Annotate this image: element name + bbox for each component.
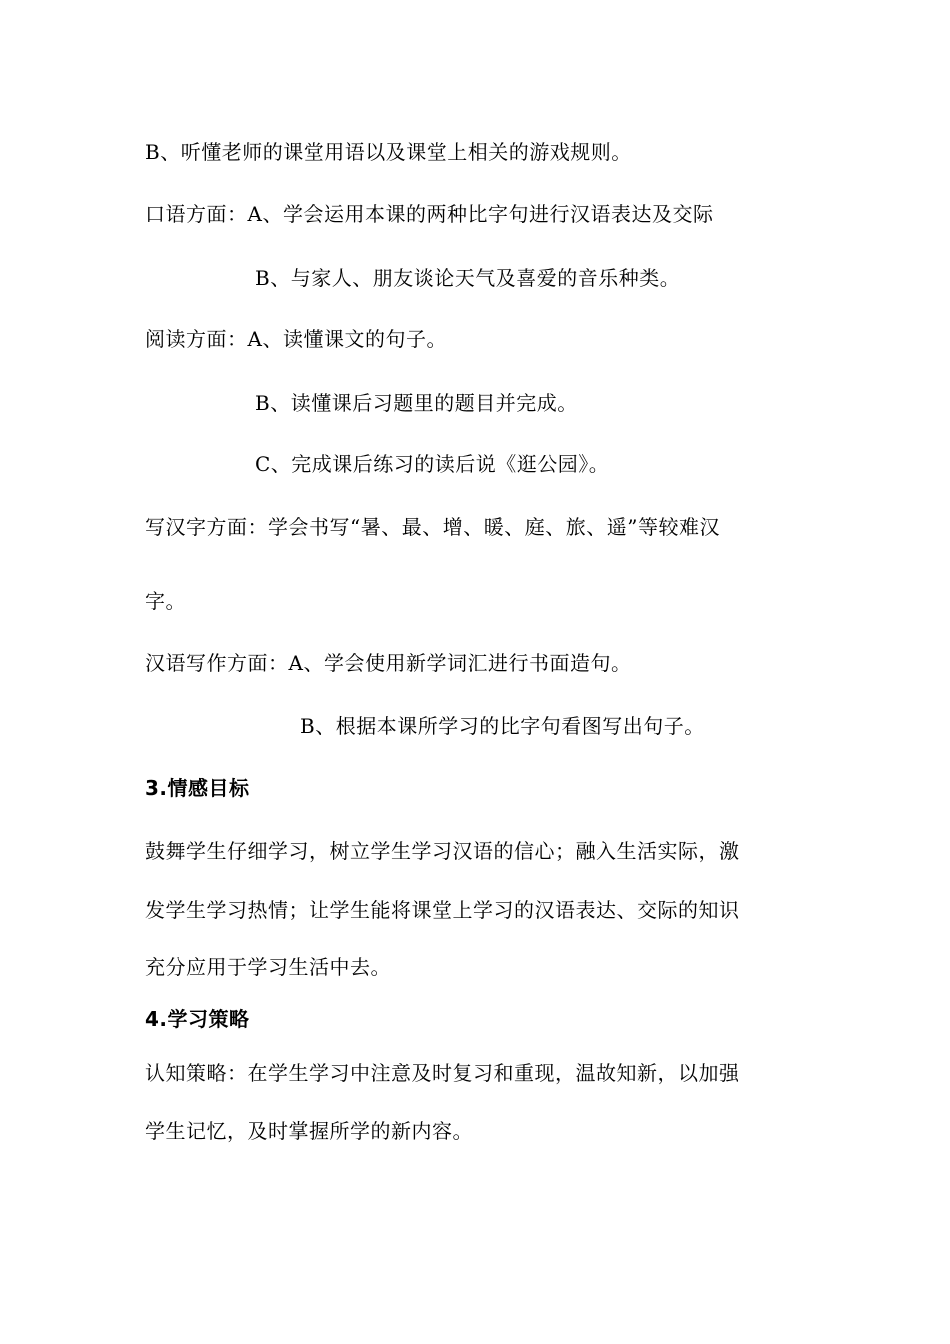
listening-b: B、听懂老师的课堂用语以及课堂上相关的游戏规则。	[145, 140, 632, 164]
speaking-a: 口语方面：A、学会运用本课的两种比字句进行汉语表达及交际	[145, 202, 714, 226]
reading-c: C、完成课后练习的读后说《逛公园》。	[255, 452, 610, 476]
reading-b: B、读懂课后习题里的题目并完成。	[255, 391, 578, 415]
speaking-b: B、与家人、朋友谈论天气及喜爱的音乐种类。	[255, 266, 681, 290]
emotional-goals-line2: 发学生学习热情；让学生能将课堂上学习的汉语表达、交际的知识	[145, 898, 740, 922]
emotional-goals-heading: 3.情感目标	[145, 776, 250, 800]
characters-line1: 写汉字方面：学会书写“暑、最、增、暖、庭、旅、遥”等较难汉	[145, 515, 720, 539]
emotional-goals-line1: 鼓舞学生仔细学习，树立学生学习汉语的信心；融入生活实际，激	[145, 839, 740, 863]
writing-b: B、根据本课所学习的比字句看图写出句子。	[300, 714, 705, 738]
characters-line2: 字。	[145, 589, 186, 613]
learning-strategies-line1: 认知策略：在学生学习中注意及时复习和重现，温故知新，以加强	[145, 1061, 740, 1085]
writing-a: 汉语写作方面：A、学会使用新学词汇进行书面造句。	[145, 651, 632, 675]
learning-strategies-heading: 4.学习策略	[145, 1007, 250, 1031]
emotional-goals-line3: 充分应用于学习生活中去。	[145, 955, 391, 979]
reading-a: 阅读方面：A、读懂课文的句子。	[145, 327, 447, 351]
learning-strategies-line2: 学生记忆，及时掌握所学的新内容。	[145, 1119, 473, 1143]
